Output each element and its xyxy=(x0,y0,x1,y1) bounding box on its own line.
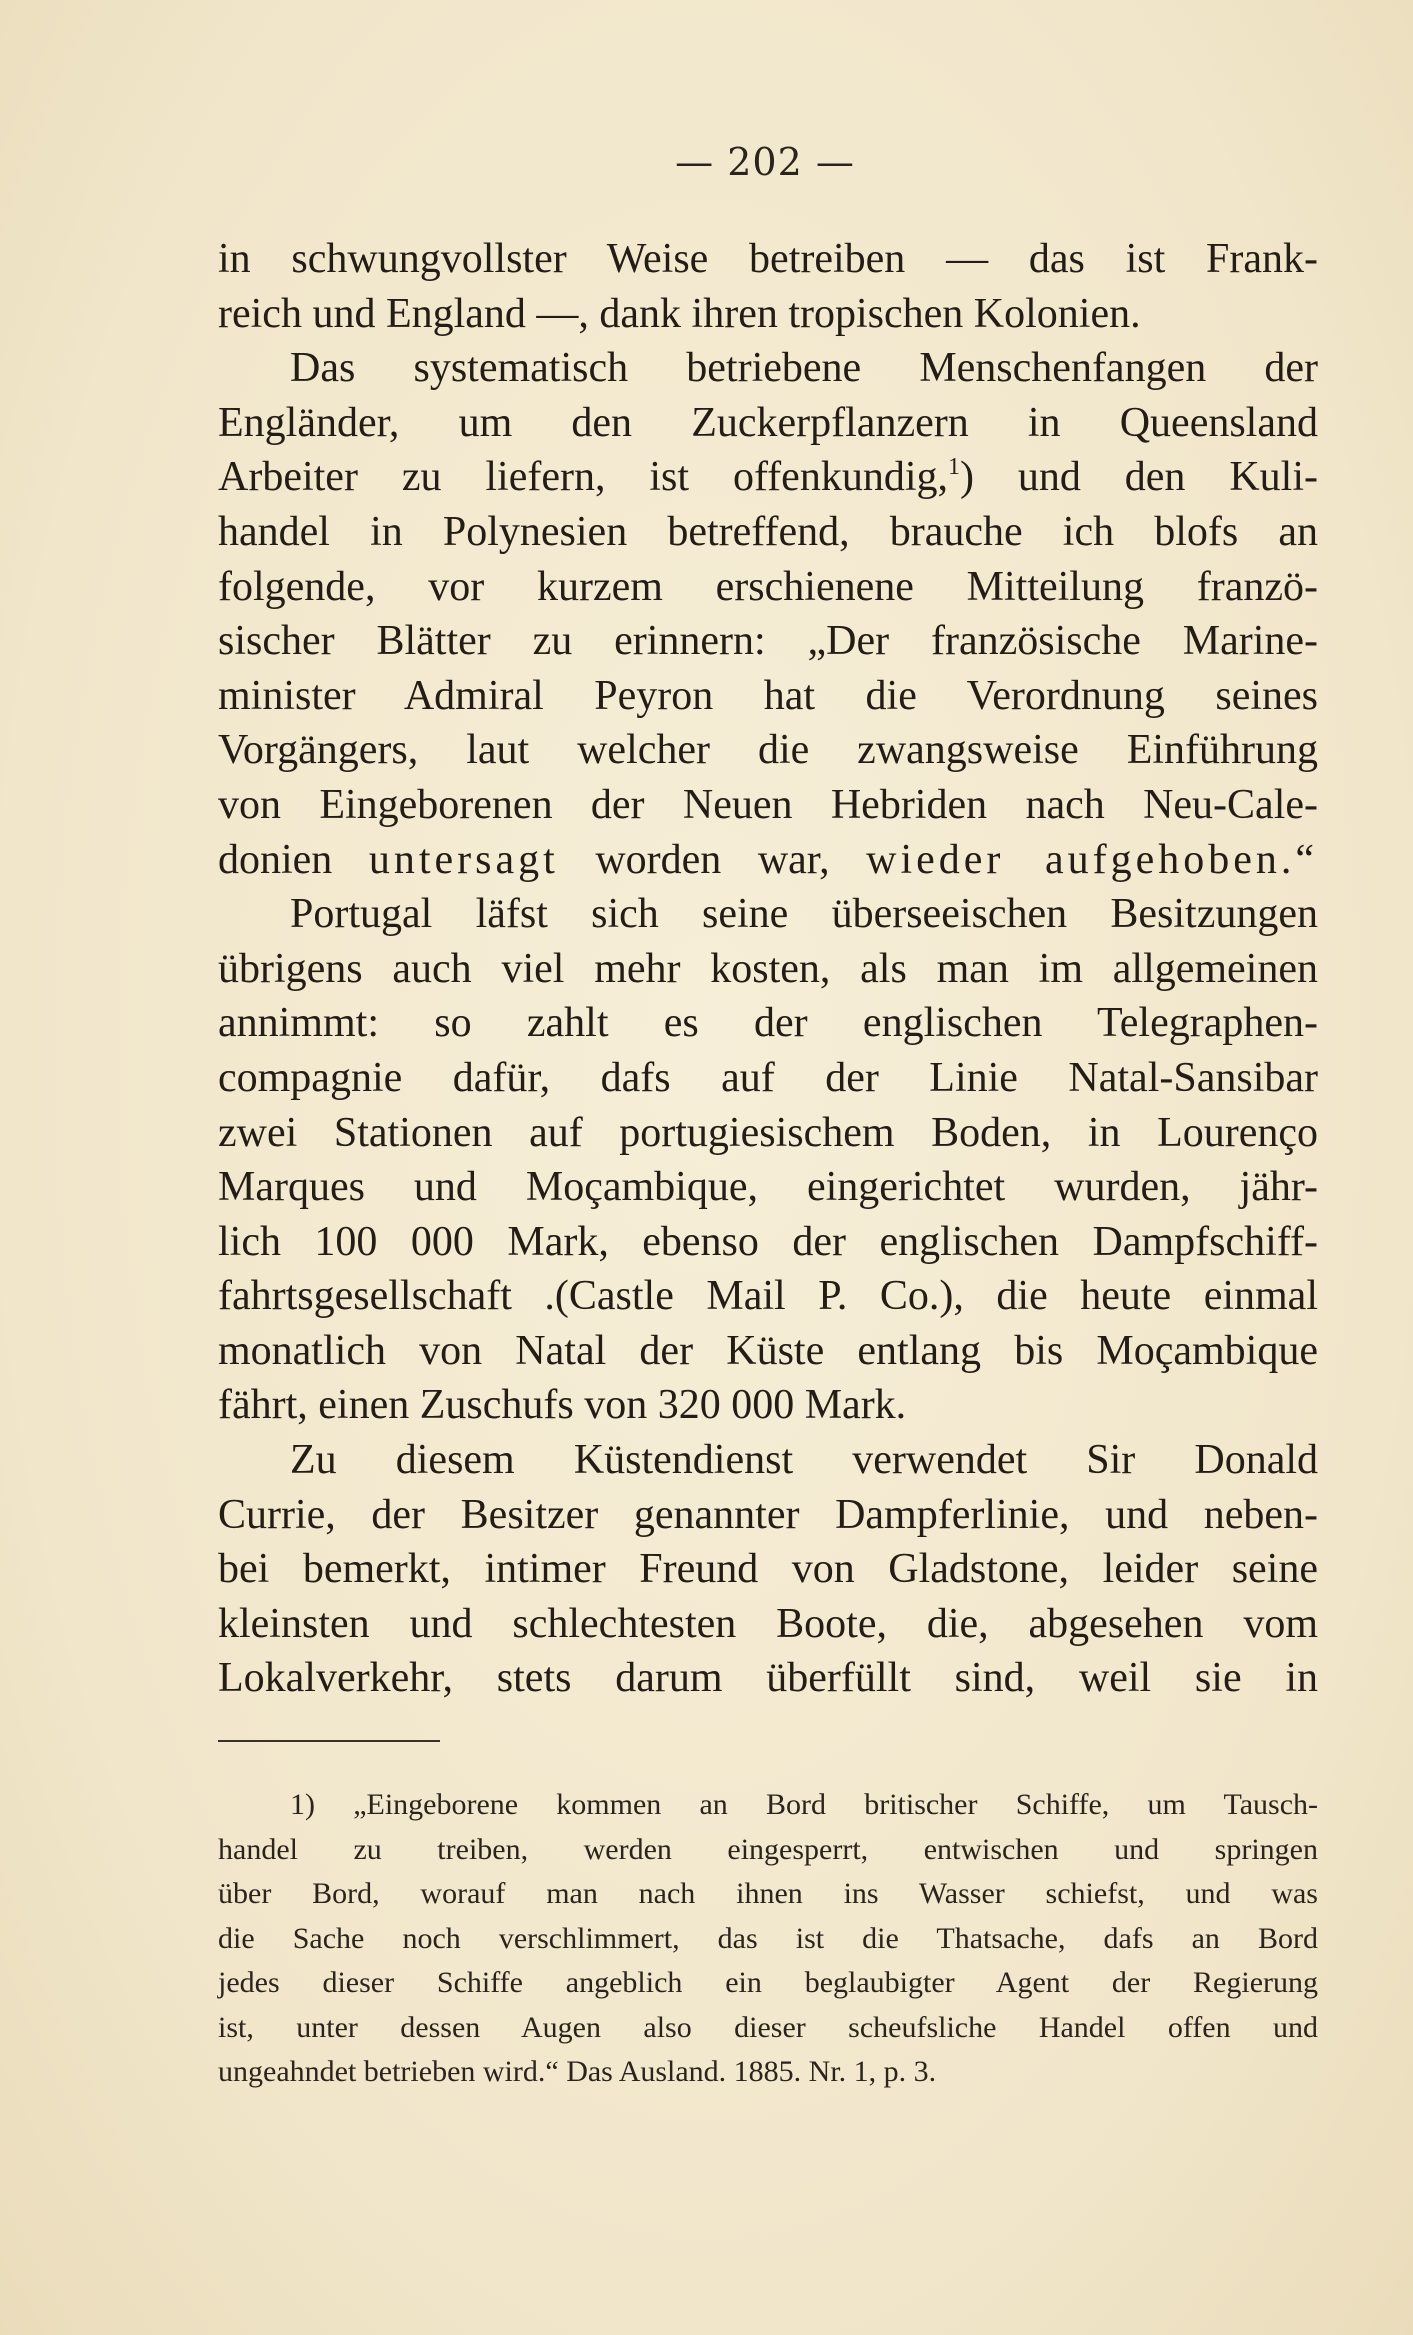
footnote-line: jedes dieser Schiffe angeblich ein beglaubigter Agent der Regierung xyxy=(218,1966,1318,1999)
text-line: Portugal läfst sich seine überseeischen Besitzungen xyxy=(290,891,1318,938)
spaced-emphasis: wieder aufgehoben.“ xyxy=(866,836,1318,883)
text-line: minister Admiral Peyron hat die Verordnung seines xyxy=(218,672,1318,719)
text-line: in schwungvollster Weise betreiben — das ist Frank- xyxy=(218,236,1318,282)
text-line: Marques und Moçambique, eingerichtet wurden, jähr- xyxy=(218,1164,1318,1211)
text-line: monatlich von Natal der Küste entlang bis Moçambique xyxy=(218,1327,1318,1374)
text-line: reich und England —, dank ihren tropischen Kolonien. xyxy=(218,290,1141,337)
text-line: fährt, einen Zuschufs von 320 000 Mark. xyxy=(218,1382,907,1429)
text-line xyxy=(218,450,1318,505)
spaced-emphasis: untersagt xyxy=(368,836,559,883)
text-segment: ) und den Kuli- xyxy=(959,454,1318,501)
text-segment: donien xyxy=(218,836,333,883)
text-line: Engländer, um den Zuckerpflanzern in Queensland xyxy=(218,399,1318,446)
text-segment: Arbeiter zu liefern, ist offenkundig, xyxy=(218,454,948,501)
footnote-reference: 1 xyxy=(947,454,960,481)
footnote-line: die Sache noch verschlimmert, das ist die Thatsache, dafs an Bord xyxy=(218,1921,1318,1955)
text-line: handel in Polynesien betreffend, brauche ich blofs an xyxy=(218,508,1318,555)
text-line: folgende, vor kurzem erschienene Mitteilung franzö- xyxy=(218,563,1318,610)
text-line: compagnie dafür, dafs auf der Linie Natal-Sansibar xyxy=(218,1054,1318,1101)
footnote-line: 1) „Eingeborene kommen an Bord britischer Schiffe, um Tausch- xyxy=(290,1788,1318,1821)
text-line: Currie, der Besitzer genannter Dampferlinie, und neben- xyxy=(218,1491,1318,1538)
text-line: sischer Blätter zu erinnern: „Der französische Marine- xyxy=(218,618,1318,665)
footnote-line: handel zu treiben, werden eingesperrt, entwischen und springen xyxy=(218,1832,1318,1866)
text-line: zwei Stationen auf portugiesischem Boden, in Lourenço xyxy=(218,1109,1318,1156)
page-number: — 202 — xyxy=(675,140,855,184)
footnote-line: ungeahndet betrieben wird.“ Das Ausland. 1885. Nr. 1, p. 3. xyxy=(218,2055,937,2088)
text-line: annimmt: so zahlt es der englischen Telegraphen- xyxy=(218,1000,1318,1047)
text-line: übrigens auch viel mehr kosten, als man im allgemeinen xyxy=(218,945,1318,992)
text-line: Vorgängers, laut welcher die zwangsweise Einführung xyxy=(218,727,1318,774)
text-line: von Eingeborenen der Neuen Hebriden nach Neu-Cale- xyxy=(218,781,1318,828)
text-line: bei bemerkt, intimer Freund von Gladstone, leider seine xyxy=(218,1546,1318,1593)
footnote xyxy=(218,1783,1318,2095)
footnote-line: ist, unter dessen Augen also dieser scheufsliche Handel offen und xyxy=(218,2010,1318,2044)
text-line xyxy=(218,833,1318,888)
body-text xyxy=(218,232,1318,1706)
text-line: Zu diesem Küstendienst verwendet Sir Donald xyxy=(290,1437,1318,1484)
footnote-line: über Bord, worauf man nach ihnen ins Wasser schiefst, und was xyxy=(218,1877,1318,1910)
text-line: lich 100 000 Mark, ebenso der englischen Dampfschiff- xyxy=(218,1218,1318,1265)
text-line: kleinsten und schlechtesten Boote, die, abgesehen vom xyxy=(218,1600,1318,1647)
text-line: Lokalverkehr, stets darum überfüllt sind, weil sie in xyxy=(218,1655,1318,1702)
text-segment: worden war, xyxy=(595,836,830,883)
text-line: fahrtsgesellschaft .(Castle Mail P. Co.), die heute einmal xyxy=(218,1273,1318,1320)
text-line: Das systematisch betriebene Menschenfangen der xyxy=(290,345,1318,392)
footnote-divider xyxy=(218,1740,440,1742)
